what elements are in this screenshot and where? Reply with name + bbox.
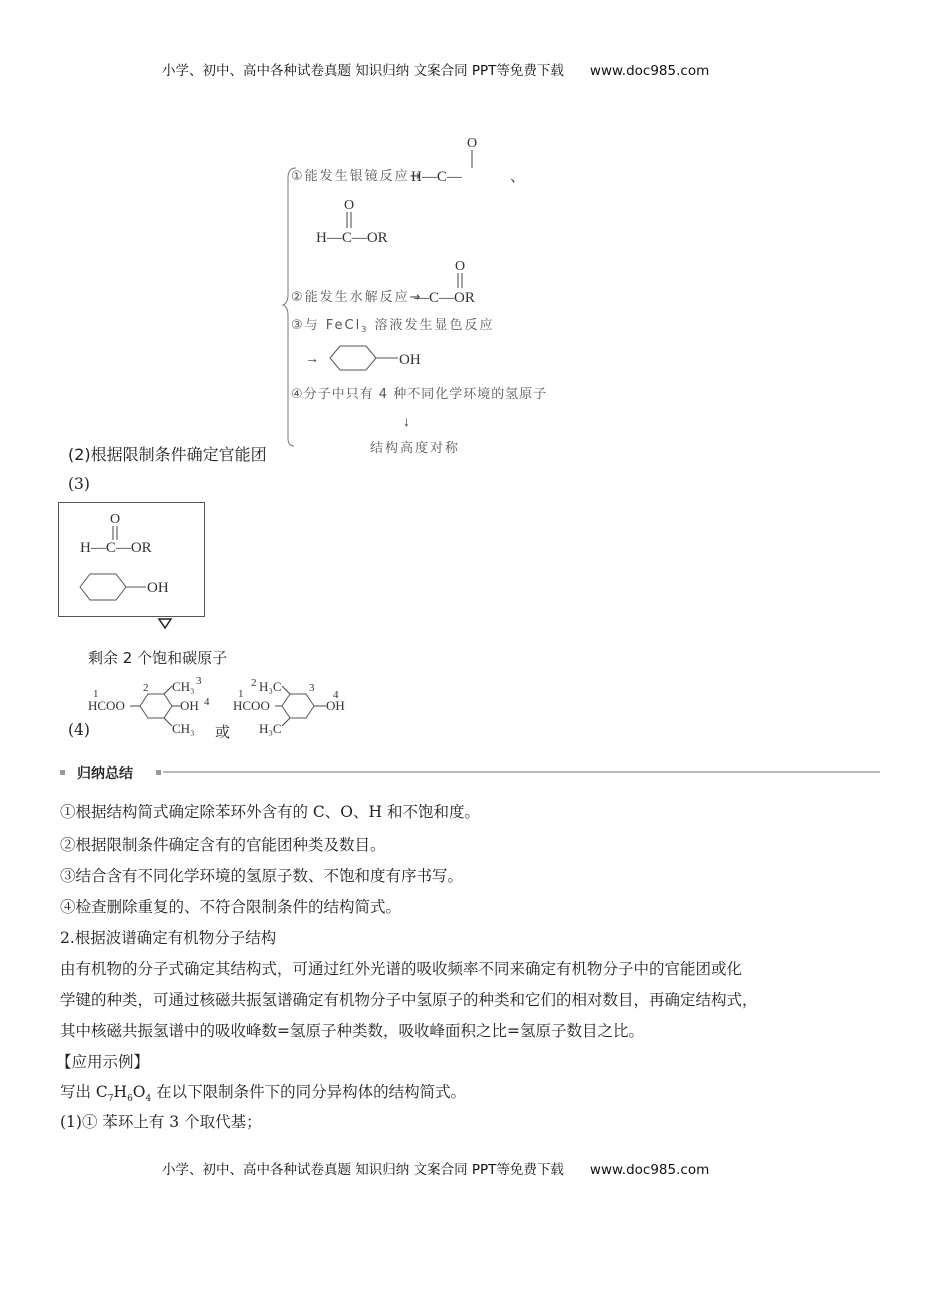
methyl-label: CH₃ <box>172 679 195 694</box>
page-header <box>162 59 709 79</box>
functional-group-box <box>59 503 205 617</box>
formate-label: HCOO <box>88 698 125 713</box>
down-arrow-icon <box>159 619 171 628</box>
subscript: 7 <box>107 1094 114 1105</box>
or-text: 或 <box>215 723 231 741</box>
condition-3: ③与 FeCl <box>291 318 362 333</box>
header-site[interactable]: www.doc985.com <box>589 63 710 79</box>
separator: 、 <box>510 169 526 185</box>
oxygen-label: O <box>344 198 355 213</box>
hydroxyl-label: OH <box>180 698 199 713</box>
paragraph-line: 学键的种类，可通过核磁共振氢谱确定有机物分子中氢原子的种类和它们的相对数目，再确定结构式， <box>60 991 758 1009</box>
summary-title: 归纳总结 <box>77 766 133 782</box>
part-2-heading: (2)根据限制条件确定官能团 <box>68 445 267 464</box>
paragraph-line: 由有机物的分子式确定其结构式，可通过红外光谱的吸收频率不同来确定有机物分子中的官能团或化 <box>60 960 743 978</box>
formate-group: H—C—OR <box>80 540 152 556</box>
hydroxyl-label: OH <box>326 698 345 713</box>
subscript: 6 <box>127 1094 133 1105</box>
down-arrow-icon: ↓ <box>403 415 410 430</box>
part-4-label: (4) <box>68 721 90 739</box>
hydroxyl-label: OH <box>147 580 169 596</box>
example-question <box>60 1080 466 1104</box>
header-text: 小学、初中、高中各种试卷真题 知识归纳 文案合同 PPT等免费下载 <box>162 63 564 79</box>
ester-group: —C—OR <box>414 290 475 306</box>
svg-text:③与 FeCl3 溶液发生显色反应 <box>291 317 494 334</box>
divider <box>163 771 880 773</box>
condition-4: ④分子中只有 4 种不同化学环境的氢原子 <box>291 387 548 402</box>
formate-label: HCOO <box>233 698 270 713</box>
q-part: H <box>113 1083 128 1101</box>
position-number: 1 <box>238 688 244 700</box>
position-number: 3 <box>309 682 315 694</box>
square-bullet-icon <box>60 770 65 775</box>
footer-site[interactable]: www.doc985.com <box>589 1162 710 1178</box>
methyl-label: H₃C <box>259 721 282 736</box>
subscript: 3 <box>361 325 369 334</box>
conclusion: 结构高度对称 <box>370 441 461 456</box>
q-part: 在以下限制条件下的同分异构体的结构简式。 <box>151 1083 467 1101</box>
benzene-ring-icon <box>282 694 314 718</box>
methyl-label: H₃C <box>259 679 282 694</box>
example-title: 【应用示例】 <box>56 1053 150 1071</box>
position-number: 4 <box>204 696 210 708</box>
oxygen-label: O <box>110 512 121 527</box>
summary-item: ③结合含有不同化学环境的氢原子数、不饱和度有序书写。 <box>60 867 464 885</box>
part-3-label: (3) <box>68 475 90 493</box>
summary-header <box>60 763 880 781</box>
benzene-ring-icon <box>330 346 398 370</box>
summary-item: ①根据结构简式确定除苯环外含有的 C、O、H 和不饱和度。 <box>60 803 480 821</box>
q-part: 写出 C <box>60 1083 108 1101</box>
example-condition-1: (1)① 苯环上有 3 个取代基； <box>60 1113 262 1131</box>
hydroxyl-label: OH <box>399 352 421 368</box>
position-number: 4 <box>333 689 339 701</box>
q-part: O <box>132 1083 146 1101</box>
remaining-carbons: 剩余 2 个饱和碳原子 <box>88 649 228 667</box>
methyl-label: CH₃ <box>172 721 195 736</box>
brace <box>283 168 296 446</box>
section-2-title: 2.根据波谱确定有机物分子结构 <box>60 929 277 947</box>
position-number: 2 <box>143 682 149 694</box>
formate-group: H—C—OR <box>316 230 388 246</box>
benzene-ring-icon <box>80 574 146 600</box>
summary-item: ④检查删除重复的、不符合限制条件的结构简式。 <box>60 898 402 916</box>
summary-item: ②根据限制条件确定含有的官能团种类及数目。 <box>60 836 386 854</box>
oxygen-label: O <box>455 259 466 274</box>
position-number: 1 <box>93 688 99 700</box>
aldehyde-group: H—C— <box>411 169 462 185</box>
condition-3-rest: 溶液发生显色反应 <box>368 318 495 333</box>
condition-2: ②能发生水解反应→ <box>291 290 423 305</box>
footer-text: 小学、初中、高中各种试卷真题 知识归纳 文案合同 PPT等免费下载 <box>162 1162 564 1178</box>
benzene-ring-icon <box>140 694 172 718</box>
position-number: 3 <box>196 675 202 687</box>
paragraph-line: 其中核磁共振氢谱中的吸收峰数=氢原子种类数，吸收峰面积之比=氢原子数目之比。 <box>60 1022 644 1040</box>
subscript: 4 <box>145 1094 152 1105</box>
square-bullet-icon <box>156 770 161 775</box>
arrow-icon: → <box>305 352 319 367</box>
position-number: 2 <box>251 677 257 689</box>
oxygen-label: O <box>467 136 478 151</box>
page-footer <box>162 1158 709 1178</box>
condition-1: ①能发生银镜反应→ <box>291 169 423 184</box>
